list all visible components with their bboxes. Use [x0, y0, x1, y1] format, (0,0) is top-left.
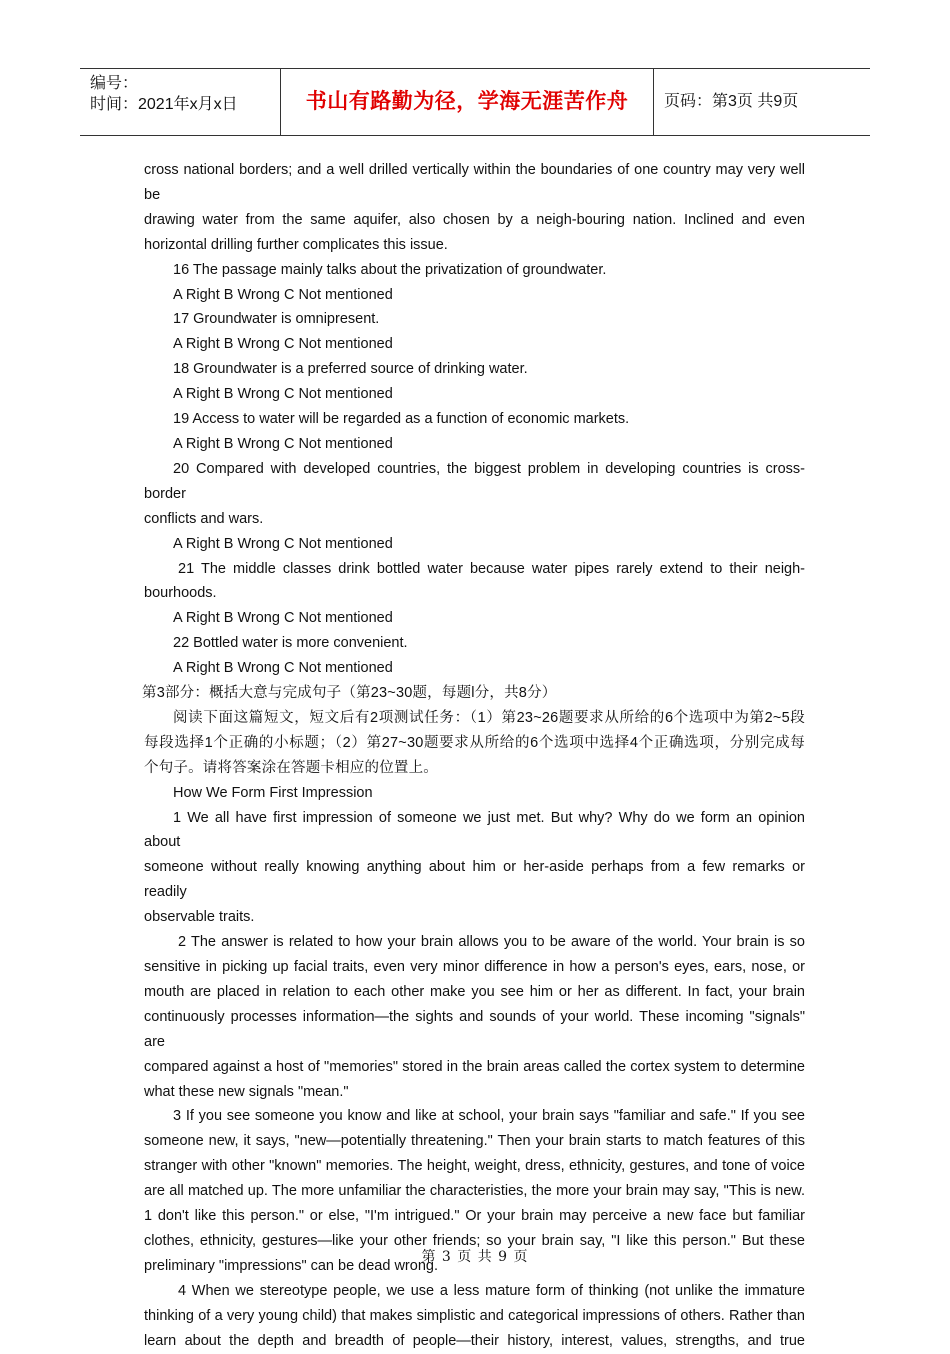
question-18: 18 Groundwater is a preferred source of drinking water. — [173, 361, 528, 378]
header-motto: 书山有路勤为径，学海无涯苦作舟 — [281, 69, 654, 135]
paragraph-3-line: stranger with other "known" memories. The height, weight, dress, ethnicity, gestures, and tone of voice — [144, 1158, 805, 1175]
question-17: 17 Groundwater is omnipresent. — [173, 311, 380, 328]
question-20: 20 Compared with developed countries, the biggest problem in developing countries is cross-border — [144, 460, 805, 502]
page-footer: 第 3 页 共 9 页 — [421, 1249, 529, 1265]
section-heading-part3: 第3部分：概括大意与完成句子（第23~30题，每题l分，共8分） — [142, 685, 557, 702]
question-21-options: A Right B Wrong C Not mentioned — [173, 610, 393, 627]
paragraph-1-line: observable traits. — [144, 909, 255, 926]
instruction-line: 每段选择1个正确的小标题；（2）第27~30题要求从所给的6个选项中选择4个正确选项，分别完成每 — [144, 734, 805, 751]
instruction-line: 个句子。请将答案涂在答题卡相应的位置上。 — [144, 759, 438, 776]
question-22: 22 Bottled water is more convenient. — [173, 635, 408, 652]
instruction-line: 阅读下面这篇短文，短文后有2项测试任务：（1）第23~26题要求从所给的6个选项中为第2~5段 — [173, 709, 805, 726]
question-16: 16 The passage mainly talks about the privatization of groundwater. — [173, 261, 607, 278]
document-header — [80, 68, 870, 136]
question-20-options: A Right B Wrong C Not mentioned — [173, 535, 393, 552]
body-line: drawing water from the same aquifer, also chosen by a neigh-bouring nation. Inclined and even — [144, 211, 805, 228]
question-20-cont: conflicts and wars. — [144, 510, 264, 527]
paragraph-2-line: mouth are placed in relation to each other make you see him or her as different. In fact, your brain — [144, 983, 805, 1000]
question-21-cont: bourhoods. — [144, 585, 217, 602]
paragraph-1-line: someone without really knowing anything about him or her-aside perhaps from a few remarks or readily — [144, 859, 805, 901]
body-line: cross national borders; and a well drilled vertically within the boundaries of one country may very well be — [144, 162, 805, 203]
document-body — [144, 158, 805, 1354]
paragraph-4-line: thinking of a very young child) that makes simplistic and categorical impressions of others. Rather than — [144, 1307, 805, 1324]
question-16-options: A Right B Wrong C Not mentioned — [173, 286, 393, 303]
question-21: 21 The middle classes drink bottled water because water pipes rarely extend to their neigh- — [178, 560, 805, 577]
header-page-number: 页码：第3页 共9页 — [664, 93, 799, 110]
paragraph-3-line: 1 don't like this person." or else, "I'm intrigued." Or your brain may perceive a new face but familiar — [144, 1208, 805, 1225]
paragraph-1-line: 1 We all have first impression of someone we just met. But why? Why do we form an opinion about — [144, 809, 805, 851]
paragraph-4-line: learn about the depth and breadth of people—their history, interest, values, strengths, and true — [144, 1332, 805, 1349]
article-title: How We Form First Impression — [173, 784, 373, 801]
question-17-options: A Right B Wrong C Not mentioned — [173, 336, 393, 353]
header-meta-cell — [80, 69, 281, 135]
question-19: 19 Access to water will be regarded as a function of economic markets. — [173, 411, 630, 428]
date-label: 时间：2021年x月x日 — [90, 96, 238, 113]
question-18-options: A Right B Wrong C Not mentioned — [173, 386, 393, 403]
paragraph-2-line: what these new signals "mean." — [144, 1083, 349, 1100]
paragraph-2-line: 2 The answer is related to how your brain allows you to be aware of the world. Your brain is so — [178, 934, 805, 951]
paragraph-2-line: continuously processes information—the sights and sounds of your world. These incoming "signals" are — [144, 1008, 805, 1050]
paragraph-2-line: compared against a host of "memories" stored in the brain areas called the cortex system to determine — [144, 1058, 805, 1075]
question-22-options: A Right B Wrong C Not mentioned — [173, 660, 393, 677]
body-line: horizontal drilling further complicates this issue. — [144, 236, 448, 253]
paragraph-4-line: 4 When we stereotype people, we use a less mature form of thinking (not unlike the immature — [178, 1282, 805, 1299]
paragraph-3-line: clothes, ethnicity, gestures—like your other friends; so your brain say, "I like this person." But these — [144, 1232, 805, 1249]
serial-number-label: 编号： — [90, 75, 139, 92]
paragraph-3-line: preliminary "impressions" can be dead wrong. — [144, 1257, 438, 1274]
paragraph-2-line: sensitive in picking up facial traits, even very minor difference in how a person's eyes, ears, nose, or — [144, 959, 805, 975]
paragraph-3-line: 3 If you see someone you know and like at school, your brain says "familiar and safe." If you see — [173, 1108, 805, 1125]
question-19-options: A Right B Wrong C Not mentioned — [173, 435, 393, 452]
paragraph-3-line: someone new, it says, "new—potentially threatening." Then your brain starts to match features of this — [144, 1133, 805, 1150]
paragraph-3-line: are all matched up. The more unfamiliar the characteristies, the more your brain may say, "This is new. — [144, 1183, 805, 1200]
